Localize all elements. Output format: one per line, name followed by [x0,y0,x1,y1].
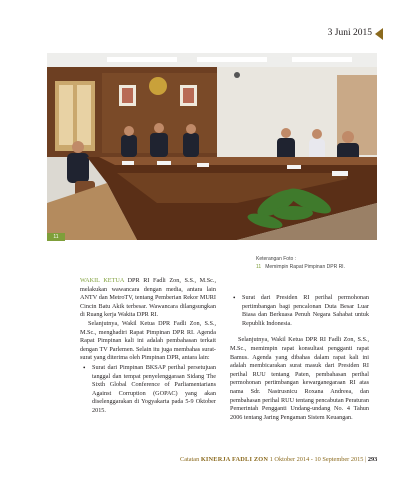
photo-number-badge: 11 [47,233,65,241]
footer-separator: | [365,456,367,463]
date-tab-marker [375,28,383,40]
caption-title: Keterangan Foto : [256,256,297,262]
caption-text: Memimpin Rapat Pimpinan DPR RI. [265,264,345,270]
bullet-item-2: • Surat dari Presiden RI perihal permohonan pertimbangan bagi pencalonan Duta Besar Luar Biasa dan Berkuasa Penuh Negara Sahabat untuk Republik Indonesia. [230,294,369,328]
photo-caption [256,255,345,271]
bullet-item-1: • Surat dari Pimpinan BKSAP perihal persetujuan tanggal dan tempat penyelenggaraan Sidang The Sixth Global Conference of Parliamentarians Against Corruption (GOPAC) yang akan diselenggarakan di Yogyakarta pada 5-9 Oktober 2015. [80,364,216,416]
footer-period: 1 Oktober 2014 - 10 September 2015 [269,456,364,463]
page-footer [180,456,402,463]
caption-number: 11 [256,264,262,270]
article-column-left [80,277,216,416]
article-paragraph-1 [80,277,216,320]
footer-label: Catatan [180,456,200,463]
article-paragraph-3: Selanjutnya, Wakil Ketua DPR RI Fadli Zon, S.S., M.Sc., memimpin rapat konsultasi pengganti rapat Bamus. Agenda yang dibahas dalam rapat kali ini adalah membicarakan surat masuk dari Presiden RI perihal RUU tentang Paten, pembahasan perihal permohonan pertimbangan kewarganegaraan RI atas nama Sdr. Nastrusnicu Roxana Andreea, dan pembahasan perihal RUU tentang pencabutan Peraturan Pemerintah Pengganti Undang-undang No. 4 Tahun 2006 tentang Jaring Pengaman Sistem Keuangan. [230,336,369,421]
article-paragraph-2: Selanjutnya, Wakil Ketua DPR Fadli Zon, S.S., M.Sc., menghadiri Rapat Pimpinan DPR RI. Agenda Rapat Pimpinan kali ini adalah pembahasan terkait dengan TV Parlemen. Selain itu juga membahas surat-surat yang diterima oleh Pimpinan DPR, antara lain: [80,319,216,362]
lead-in: WAKIL KETUA [80,277,124,284]
paragraph-1-text: DPR RI Fadli Zon, S.S., M.Sc., melakukan wawancara dengan media, antara lain ANTV dan MetroTV, tentang Pemberian Rekor MURI Cincin Batu Akik terbesar. Wawancara dilangsungkan di Ruang kerja Wakita DPR RI. [80,277,217,319]
meeting-photo [47,53,377,240]
caption-line [256,263,345,271]
page-date: 3 Juni 2015 [327,28,372,38]
page-number: 293 [367,456,378,463]
footer-brand: KINERJA FADLI ZON [200,456,269,463]
meeting-photo-illustration [47,53,377,240]
article-column-right [230,293,369,422]
